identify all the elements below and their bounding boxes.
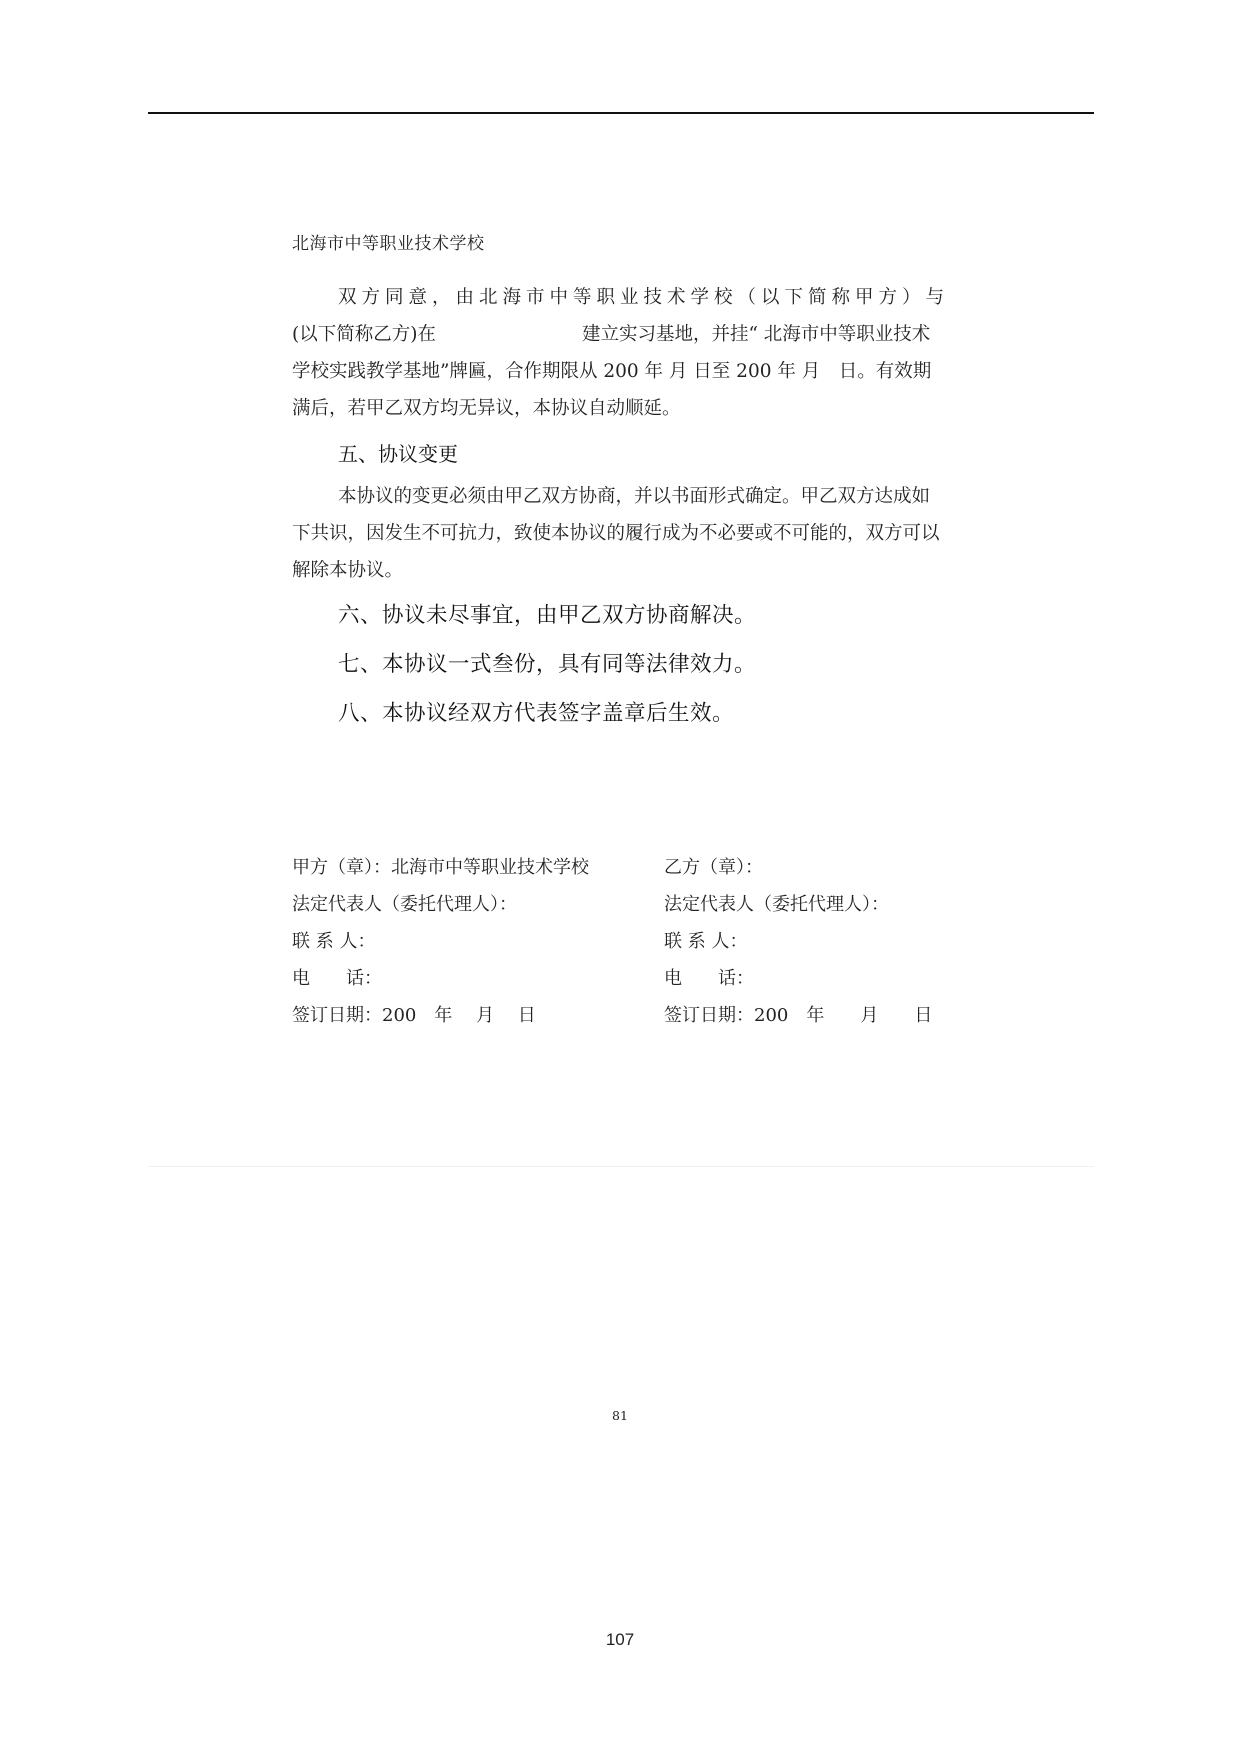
paragraph-line: 下共识，因发生不可抗力，致使本协议的履行成为不必要或不可能的，双方可以 [292,523,940,544]
party-a-contact: 联 系 人： [292,931,376,952]
section-heading: 六、协议未尽事宜，由甲乙双方协商解决。 [338,603,757,628]
party-a-date: 签订日期：200 年 月 日 [292,1005,536,1026]
paragraph-line: 双方同意，由北海市中等职业技术学校（以下简称甲方）与 [338,287,950,308]
party-a-representative: 法定代表人（委托代理人）： [292,894,517,915]
running-header: 北海市中等职业技术学校 [292,234,485,254]
paragraph-line [292,316,952,353]
paragraph-amendment [292,478,952,589]
section-heading: 五、协议变更 [338,442,458,466]
paragraph-line: 解除本协议。 [292,560,404,581]
paragraph-base-agreement [292,279,952,427]
paragraph-fragment: (以下简称乙方)在 [292,324,436,345]
party-b-stamp: 乙方（章）： [664,857,763,878]
party-b-date: 签订日期：200 年 月 日 [664,1005,933,1026]
paragraph-line: 本协议的变更必须由甲乙双方协商，并以书面形式确定。甲乙双方达成如 [338,486,931,507]
inner-page-number: 81 [612,1408,628,1423]
paragraph-line: 学校实践教学基地”牌匾，合作期限从 200 年 月 日至 200 年 月 日。有效期 [292,361,932,382]
party-b-representative: 法定代表人（委托代理人）： [664,894,889,915]
section-heading: 八、本协议经双方代表签字盖章后生效。 [338,701,735,726]
header-rule [148,112,1094,114]
paragraph-fragment: 建立实习基地，并挂“ 北海市中等职业技术 [581,324,931,345]
page-number: 107 [605,1630,635,1649]
party-a-stamp: 甲方（章）：北海市中等职业技术学校 [292,857,589,878]
party-a-phone: 电 话： [292,968,382,989]
scan-edge [148,1166,1094,1167]
paragraph-line: 满后，若甲乙双方均无异议，本协议自动顺延。 [292,398,681,419]
section-heading: 七、本协议一式叁份，具有同等法律效力。 [338,652,757,677]
party-a-signature-block [292,849,589,1034]
party-b-phone: 电 话： [664,968,754,989]
party-b-signature-block [664,849,932,1034]
party-b-contact: 联 系 人： [664,931,748,952]
